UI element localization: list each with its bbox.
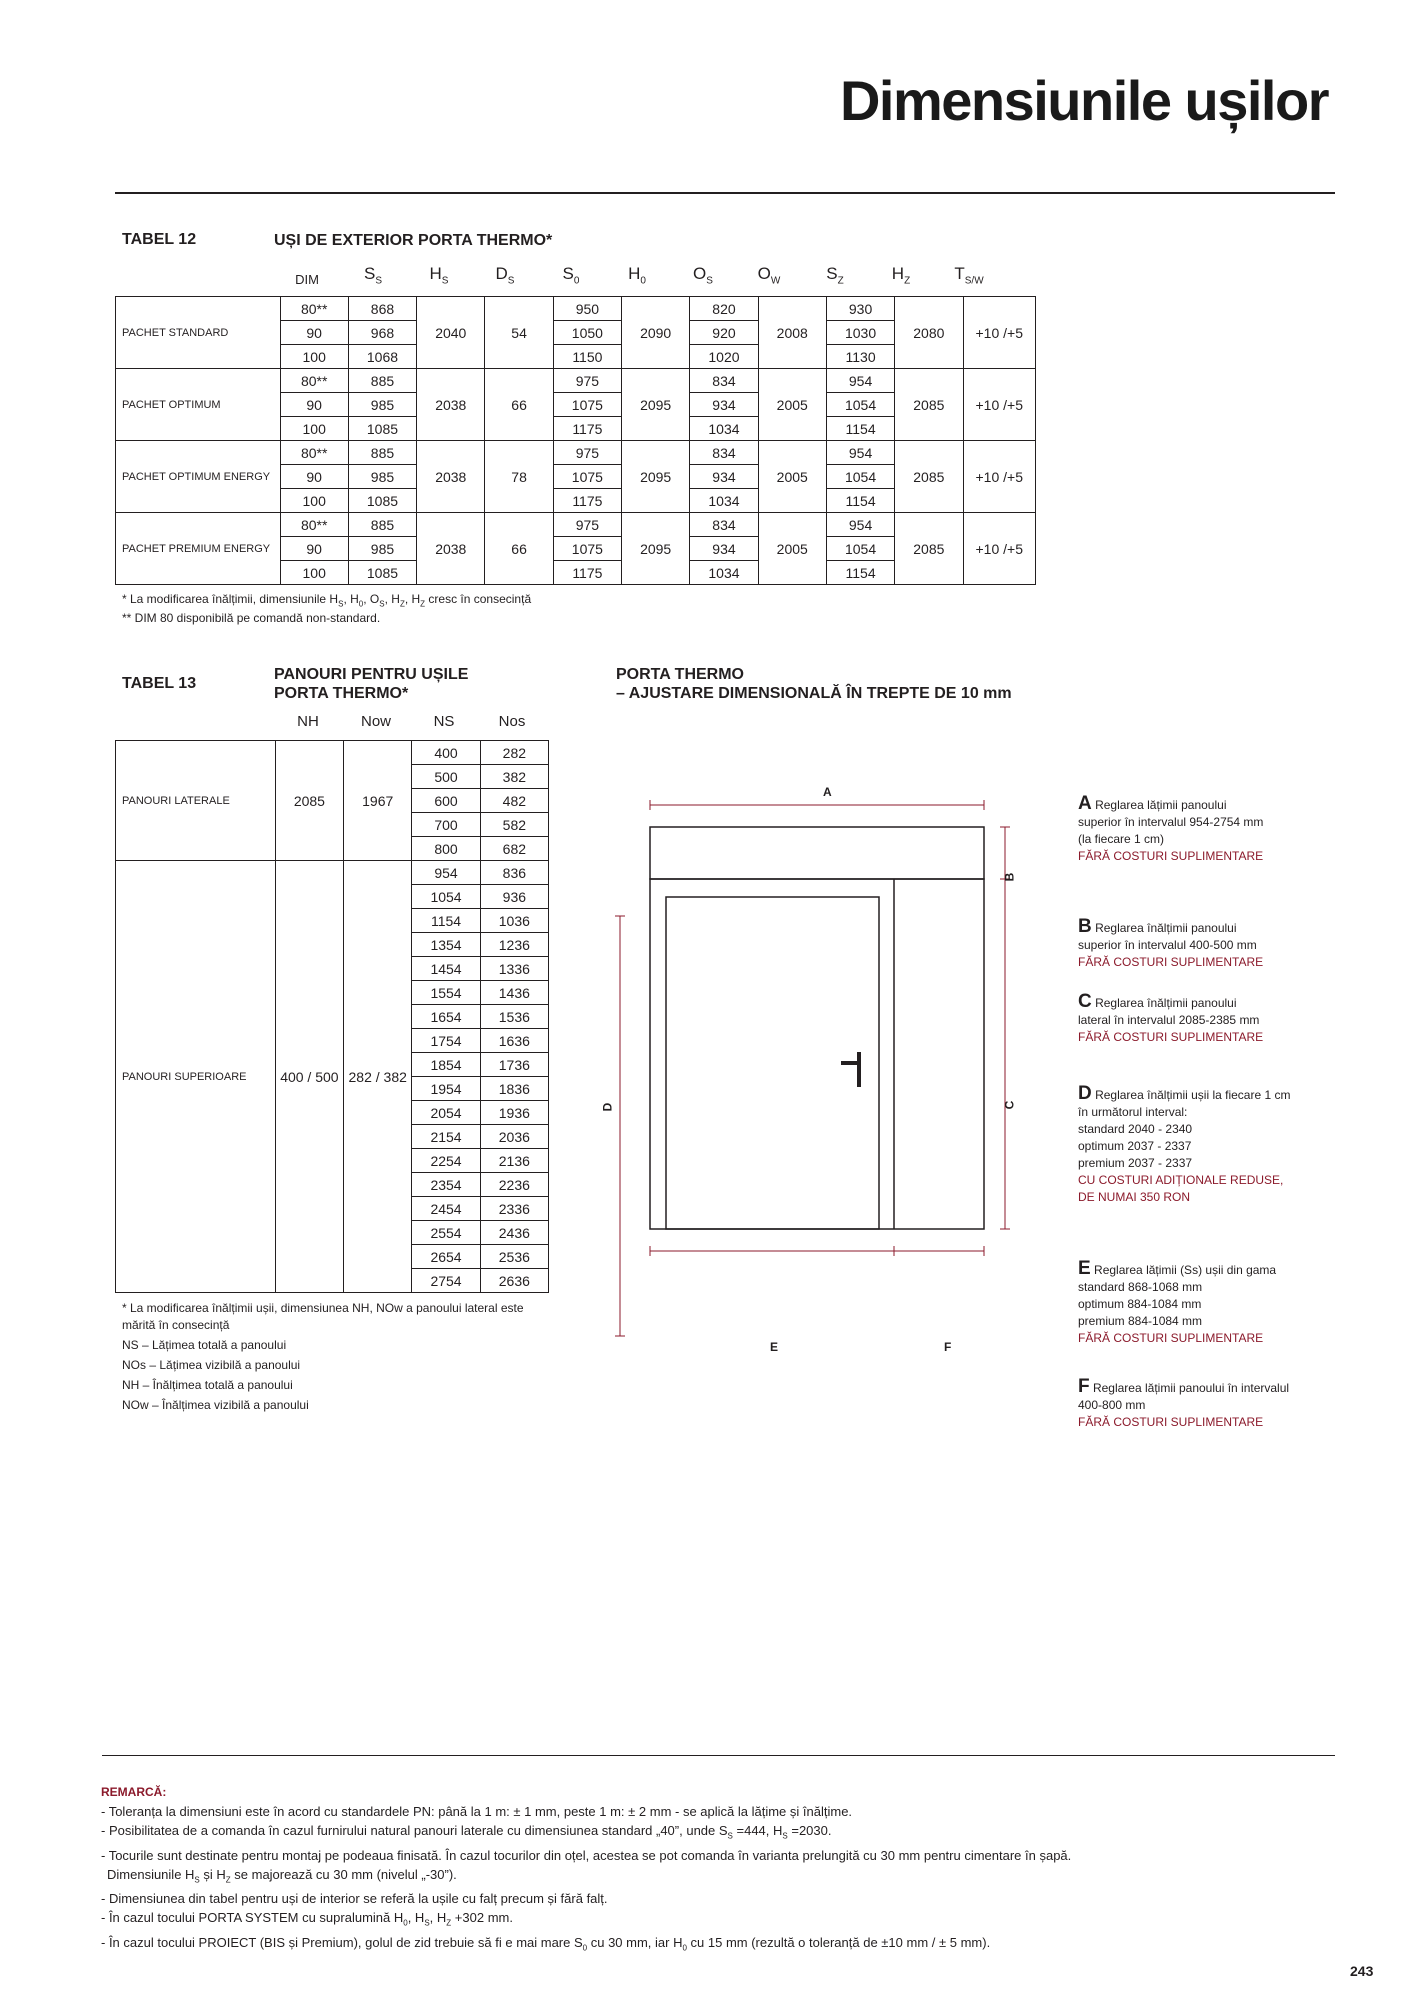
- s0-cell: 1175: [553, 489, 621, 513]
- ns-cell: 1554: [412, 981, 480, 1005]
- ns-cell: 2154: [412, 1125, 480, 1149]
- legend-letter: F: [1078, 1376, 1090, 1397]
- remark-line-1: - Toleranța la dimensiuni este în acord cu standardele PN: până la 1 m: ± 1 mm, peste 1 m: ± 2 mm - se aplică la lățime și înălțime.: [101, 1804, 853, 1819]
- legend-line: [1078, 831, 1328, 848]
- hz-cell: 2085: [895, 441, 963, 513]
- table12-col-header: $H_S$: [429, 264, 449, 287]
- nos-cell: 1636: [480, 1029, 548, 1053]
- legend-line: [1078, 814, 1328, 831]
- nh-cell: 400 / 500: [275, 861, 343, 1293]
- legend-line: [1078, 1378, 1328, 1397]
- s0-cell: 950: [553, 297, 621, 321]
- nos-cell: 2336: [480, 1197, 548, 1221]
- table12-note-1: * La modificarea înălțimii, dimensiunile $H_S$, $H_0$, $O_S$, $H_Z$, $H_Z$ cresc în consecință: [122, 592, 532, 609]
- legend-line: [1078, 795, 1328, 814]
- table12-col-header: $T_{S/W}$: [954, 264, 984, 287]
- legend-cost-note: DE NUMAI 350 RON: [1078, 1190, 1191, 1204]
- sz-cell: 1130: [826, 345, 894, 369]
- legend-letter: C: [1078, 991, 1092, 1012]
- legend-line: [1078, 1155, 1328, 1172]
- hz-cell: 2080: [895, 297, 963, 369]
- legend-text: Reglarea lățimii (Ss) ușii din gama: [1094, 1263, 1277, 1277]
- nos-cell: 1736: [480, 1053, 548, 1077]
- ns-cell: 2654: [412, 1245, 480, 1269]
- s0-cell: 1075: [553, 465, 621, 489]
- legend-line: [1078, 1296, 1328, 1313]
- os-cell: 820: [690, 297, 758, 321]
- s0-cell: 1175: [553, 561, 621, 585]
- nos-cell: 2636: [480, 1269, 548, 1293]
- nos-cell: 836: [480, 861, 548, 885]
- dim-cell: 100: [280, 561, 348, 585]
- tsw-cell: +10 /+5: [963, 513, 1036, 585]
- note1-text-b: cresc în consecință: [425, 592, 532, 606]
- sz-cell: 1154: [826, 489, 894, 513]
- ss-cell: 968: [348, 321, 416, 345]
- tsw-cell: +10 /+5: [963, 369, 1036, 441]
- legend-line: [1078, 1012, 1328, 1029]
- s0-cell: 975: [553, 513, 621, 537]
- table12-col-header: $H_Z$: [891, 264, 911, 287]
- table-row: [116, 441, 1036, 465]
- table13: [115, 740, 549, 1293]
- table13-notes: [122, 1300, 562, 1414]
- legend-cost-note: FĂRĂ COSTURI SUPLIMENTARE: [1078, 1415, 1264, 1429]
- table12-label: TABEL 12: [122, 231, 197, 248]
- nos-cell: 2136: [480, 1149, 548, 1173]
- dim-label-d: D: [600, 1102, 615, 1112]
- s0-cell: 1075: [553, 537, 621, 561]
- legend-item-d: [1078, 1085, 1328, 1206]
- s0-cell: 975: [553, 441, 621, 465]
- table13-note: NS – Lățimea totală a panoului: [122, 1338, 287, 1352]
- legend-cost-note: FĂRĂ COSTURI SUPLIMENTARE: [1078, 849, 1264, 863]
- nos-cell: 2436: [480, 1221, 548, 1245]
- ns-cell: 700: [412, 813, 480, 837]
- ds-cell: 66: [485, 513, 553, 585]
- dim-cell: 100: [280, 345, 348, 369]
- ss-cell: 985: [348, 393, 416, 417]
- os-cell: 1034: [690, 417, 758, 441]
- sz-cell: 1054: [826, 393, 894, 417]
- remark-line-7: - În cazul tocului PROIECT (BIS și Premium), golul de zid trebuie să fi e mai mare $S_0$ cu 30 mm, iar $H_0$ cu 15 mm (rezultă o toleranță de ±10 mm / ± 5 mm).: [101, 1934, 991, 1953]
- hz-cell: 2085: [895, 513, 963, 585]
- legend-text: optimum 2037 - 2337: [1078, 1139, 1192, 1153]
- ns-cell: 1854: [412, 1053, 480, 1077]
- ss-cell: 985: [348, 537, 416, 561]
- legend-line: [1078, 1121, 1328, 1138]
- table12-col-header: $S_S$: [363, 264, 382, 287]
- ns-cell: 2054: [412, 1101, 480, 1125]
- ss-cell: 885: [348, 513, 416, 537]
- ds-cell: 78: [485, 441, 553, 513]
- legend-letter: E: [1078, 1258, 1091, 1279]
- frame-outline: [650, 879, 984, 1229]
- dim-cell: 80**: [280, 369, 348, 393]
- table-row: [116, 741, 549, 765]
- remarks-divider: [102, 1755, 1335, 1756]
- table13-col-header: NH: [297, 713, 319, 730]
- legend-line: [1078, 1397, 1328, 1414]
- legend-line: [1078, 1104, 1328, 1121]
- nos-cell: 2236: [480, 1173, 548, 1197]
- nos-cell: 1436: [480, 981, 548, 1005]
- os-cell: 920: [690, 321, 758, 345]
- legend-text: Reglarea înălțimii panoului: [1095, 996, 1237, 1010]
- legend-text: superior în intervalul 400-500 mm: [1078, 938, 1257, 952]
- tsw-cell: +10 /+5: [963, 441, 1036, 513]
- hs-cell: 2040: [417, 297, 485, 369]
- nos-cell: 936: [480, 885, 548, 909]
- door-diagram: [590, 770, 1010, 1370]
- ns-cell: 1154: [412, 909, 480, 933]
- sz-cell: 930: [826, 297, 894, 321]
- nos-cell: 1236: [480, 933, 548, 957]
- table13-label: TABEL 13: [122, 675, 197, 692]
- ds-cell: 66: [485, 369, 553, 441]
- ns-cell: 600: [412, 789, 480, 813]
- os-cell: 1034: [690, 561, 758, 585]
- s0-cell: 1075: [553, 393, 621, 417]
- table12-col-header: $H_0$: [628, 264, 646, 287]
- note1-text-a: * La modificarea înălțimii, dimensiunile H: [122, 592, 339, 606]
- remark-line-3: - Tocurile sunt destinate pentru montaj pe podeaua finisată. În cazul tocurilor din oțel, acestea se pot comanda în varianta prelungită cu 30 mm pentru cimentare în șapă.: [101, 1847, 1072, 1863]
- dim-cell: 90: [280, 321, 348, 345]
- legend-cost-note: FĂRĂ COSTURI SUPLIMENTARE: [1078, 1331, 1264, 1345]
- nos-cell: 2036: [480, 1125, 548, 1149]
- s0-cell: 1050: [553, 321, 621, 345]
- legend-text: Reglarea înălțimii ușii la fiecare 1 cm: [1095, 1088, 1291, 1102]
- ss-cell: 985: [348, 465, 416, 489]
- ss-cell: 885: [348, 369, 416, 393]
- nos-cell: 1836: [480, 1077, 548, 1101]
- dim-cell: 80**: [280, 441, 348, 465]
- h0-cell: 2095: [622, 441, 690, 513]
- os-cell: 834: [690, 369, 758, 393]
- legend-cost-note: CU COSTURI ADIȚIONALE REDUSE,: [1078, 1173, 1284, 1187]
- dim-cell: 90: [280, 537, 348, 561]
- dim-cell: 100: [280, 417, 348, 441]
- ds-cell: 54: [485, 297, 553, 369]
- legend-text: premium 2037 - 2337: [1078, 1156, 1193, 1170]
- table13-note: NOw – Înălțimea vizibilă a panoului: [122, 1398, 309, 1412]
- table-row: [116, 369, 1036, 393]
- hs-cell: 2038: [417, 513, 485, 585]
- nos-cell: 582: [480, 813, 548, 837]
- ns-cell: 400: [412, 741, 480, 765]
- legend-letter: A: [1078, 793, 1092, 814]
- door-handle-icon: [841, 1052, 861, 1087]
- legend-letter: B: [1078, 916, 1092, 937]
- nos-cell: 1536: [480, 1005, 548, 1029]
- hz-cell: 2085: [895, 369, 963, 441]
- legend-text: standard 2040 - 2340: [1078, 1122, 1193, 1136]
- ns-cell: 2554: [412, 1221, 480, 1245]
- ss-cell: 868: [348, 297, 416, 321]
- package-name: PACHET STANDARD: [116, 297, 281, 369]
- package-name: PACHET PREMIUM ENERGY: [116, 513, 281, 585]
- legend-text: Reglarea înălțimii panoului: [1095, 921, 1237, 935]
- os-cell: 1034: [690, 489, 758, 513]
- legend-item-c: [1078, 993, 1328, 1046]
- legend-text: Reglarea lățimii panoului în intervalul: [1092, 1381, 1290, 1395]
- table13-note: NOs – Lățimea vizibilă a panoului: [122, 1358, 301, 1372]
- os-cell: 934: [690, 537, 758, 561]
- nos-cell: 1036: [480, 909, 548, 933]
- nos-cell: 482: [480, 789, 548, 813]
- legend-line: [1078, 1279, 1328, 1296]
- table12-col-header: $O_W$: [757, 264, 781, 287]
- remark-line-6: - În cazul tocului PORTA SYSTEM cu supralumină $H_0$, $H_S$, $H_Z +302$ mm.: [101, 1910, 513, 1928]
- sz-cell: 954: [826, 369, 894, 393]
- os-cell: 934: [690, 393, 758, 417]
- legend-text: în următorul interval:: [1078, 1105, 1188, 1119]
- ss-cell: 1085: [348, 417, 416, 441]
- dim-label-a: A: [823, 785, 832, 799]
- dim-cell: 90: [280, 465, 348, 489]
- table12-col-header: $D_S$: [495, 264, 515, 287]
- sz-cell: 1054: [826, 537, 894, 561]
- remarks: [101, 1783, 1331, 1957]
- s0-cell: 1150: [553, 345, 621, 369]
- table13-note: mărită în consecință: [122, 1318, 230, 1332]
- ns-cell: 1754: [412, 1029, 480, 1053]
- remarks-heading: REMARCĂ:: [101, 1785, 167, 1799]
- table13-caption-line2: PORTA THERMO*: [274, 685, 409, 702]
- legend-text: standard 868-1068 mm: [1078, 1280, 1203, 1294]
- legend-item-e: [1078, 1260, 1328, 1347]
- ow-cell: 2005: [758, 441, 826, 513]
- os-cell: 934: [690, 465, 758, 489]
- tsw-cell: +10 /+5: [963, 297, 1036, 369]
- table-row: [116, 861, 549, 885]
- legend-line: [1078, 1260, 1328, 1279]
- dim-label-b: B: [1002, 872, 1017, 882]
- os-cell: 1020: [690, 345, 758, 369]
- sz-cell: 954: [826, 513, 894, 537]
- table13-col-header: NS: [433, 713, 455, 730]
- ns-cell: 800: [412, 837, 480, 861]
- nos-cell: 2536: [480, 1245, 548, 1269]
- dim-cell: 90: [280, 393, 348, 417]
- nos-cell: 1336: [480, 957, 548, 981]
- legend-line: [1078, 937, 1328, 954]
- ns-cell: 1054: [412, 885, 480, 909]
- ns-cell: 1954: [412, 1077, 480, 1101]
- legend-cost-note: FĂRĂ COSTURI SUPLIMENTARE: [1078, 1030, 1264, 1044]
- ns-cell: 2354: [412, 1173, 480, 1197]
- package-name: PACHET OPTIMUM ENERGY: [116, 441, 281, 513]
- legend-text: optimum 884-1084 mm: [1078, 1297, 1202, 1311]
- s0-cell: 1175: [553, 417, 621, 441]
- table12-col-header: DIM: [295, 272, 319, 287]
- ns-cell: 954: [412, 861, 480, 885]
- dim-cell: 100: [280, 489, 348, 513]
- diagram-heading-line1: PORTA THERMO: [616, 666, 744, 683]
- top-panel-outline: [650, 827, 984, 879]
- legend-item-f: [1078, 1378, 1328, 1431]
- dim-cell: 80**: [280, 297, 348, 321]
- ns-cell: 2754: [412, 1269, 480, 1293]
- hs-cell: 2038: [417, 369, 485, 441]
- h0-cell: 2090: [622, 297, 690, 369]
- diagram-heading-line2: – AJUSTARE DIMENSIONALĂ ÎN TREPTE DE 10 mm: [616, 685, 1012, 702]
- ns-cell: 2454: [412, 1197, 480, 1221]
- ns-cell: 500: [412, 765, 480, 789]
- diagram-heading: [616, 665, 1012, 703]
- table13-note: NH – Înălțimea totală a panoului: [122, 1378, 293, 1392]
- ns-cell: 2254: [412, 1149, 480, 1173]
- nh-cell: 2085: [275, 741, 343, 861]
- remark-line-5: - Dimensiunea din tabel pentru uși de interior se referă la ușile cu falț precum și fără falț.: [101, 1891, 608, 1907]
- ns-cell: 1654: [412, 1005, 480, 1029]
- table12-col-header: $S_Z$: [826, 264, 844, 287]
- legend-text: 400-800 mm: [1078, 1398, 1146, 1412]
- dim-label-c: C: [1002, 1100, 1017, 1110]
- table-row: [116, 297, 1036, 321]
- legend-item-b: [1078, 918, 1328, 971]
- ss-cell: 1068: [348, 345, 416, 369]
- sz-cell: 1154: [826, 561, 894, 585]
- ow-cell: 2008: [758, 297, 826, 369]
- ss-cell: 1085: [348, 561, 416, 585]
- now-cell: 1967: [344, 741, 412, 861]
- title-divider: [115, 192, 1335, 194]
- table12: [115, 296, 1036, 585]
- s0-cell: 975: [553, 369, 621, 393]
- os-cell: 834: [690, 513, 758, 537]
- table12-caption: UȘI DE EXTERIOR PORTA THERMO*: [274, 232, 553, 249]
- ow-cell: 2005: [758, 369, 826, 441]
- ss-cell: 885: [348, 441, 416, 465]
- table12-col-header: $S_0$: [562, 264, 580, 287]
- legend-text: Reglarea lățimii panoului: [1095, 798, 1227, 812]
- legend-line: [1078, 918, 1328, 937]
- sz-cell: 954: [826, 441, 894, 465]
- panel-group-name: PANOURI SUPERIOARE: [116, 861, 276, 1293]
- table-row: [116, 513, 1036, 537]
- ns-cell: 1354: [412, 933, 480, 957]
- legend-text: lateral în intervalul 2085-2385 mm: [1078, 1013, 1260, 1027]
- sz-cell: 1054: [826, 465, 894, 489]
- now-cell: 282 / 382: [344, 861, 412, 1293]
- ss-cell: 1085: [348, 489, 416, 513]
- legend-line: [1078, 1313, 1328, 1330]
- page-number: 243: [1350, 1963, 1374, 1979]
- ns-cell: 1454: [412, 957, 480, 981]
- dim-label-e: E: [770, 1340, 779, 1354]
- sz-cell: 1030: [826, 321, 894, 345]
- table12-note-2: ** DIM 80 disponibilă pe comandă non-standard.: [122, 611, 381, 625]
- legend-line: [1078, 1138, 1328, 1155]
- nos-cell: 282: [480, 741, 548, 765]
- legend-letter: D: [1078, 1083, 1092, 1104]
- nos-cell: 1936: [480, 1101, 548, 1125]
- legend-line: [1078, 993, 1328, 1012]
- remark-line-2: - Posibilitatea de a comanda în cazul furnirului natural panouri laterale cu dimensiunea standard „40”, unde $S_S =444$, $H_S =2030$.: [101, 1823, 832, 1841]
- legend-text: (la fiecare 1 cm): [1078, 832, 1165, 846]
- ow-cell: 2005: [758, 513, 826, 585]
- table13-note: * La modificarea înălțimii ușii, dimensiunea NH, NOw a panoului lateral este: [122, 1301, 524, 1315]
- legend-text: superior în intervalul 954-2754 mm: [1078, 815, 1264, 829]
- legend-text: premium 884-1084 mm: [1078, 1314, 1203, 1328]
- hs-cell: 2038: [417, 441, 485, 513]
- table12-col-header: $O_S$: [693, 264, 713, 287]
- h0-cell: 2095: [622, 369, 690, 441]
- remark-line-4: Dimensiunile $H_S$ și $H_Z$ se majorează cu 30 mm (nivelul „-30”).: [107, 1866, 457, 1885]
- package-name: PACHET OPTIMUM: [116, 369, 281, 441]
- os-cell: 834: [690, 441, 758, 465]
- table13-col-header: Now: [360, 713, 391, 730]
- legend-item-a: [1078, 795, 1328, 865]
- table13-col-header: Nos: [498, 713, 526, 730]
- legend-line: [1078, 1085, 1328, 1104]
- dim-label-f: F: [944, 1340, 952, 1354]
- h0-cell: 2095: [622, 513, 690, 585]
- panel-group-name: PANOURI LATERALE: [116, 741, 276, 861]
- dim-cell: 80**: [280, 513, 348, 537]
- nos-cell: 382: [480, 765, 548, 789]
- nos-cell: 682: [480, 837, 548, 861]
- table13-caption: [274, 665, 468, 703]
- page-title: Dimensiunile ușilor: [839, 69, 1328, 132]
- sz-cell: 1154: [826, 417, 894, 441]
- legend-cost-note: FĂRĂ COSTURI SUPLIMENTARE: [1078, 955, 1264, 969]
- table13-caption-line1: PANOURI PENTRU UȘILE: [274, 666, 469, 683]
